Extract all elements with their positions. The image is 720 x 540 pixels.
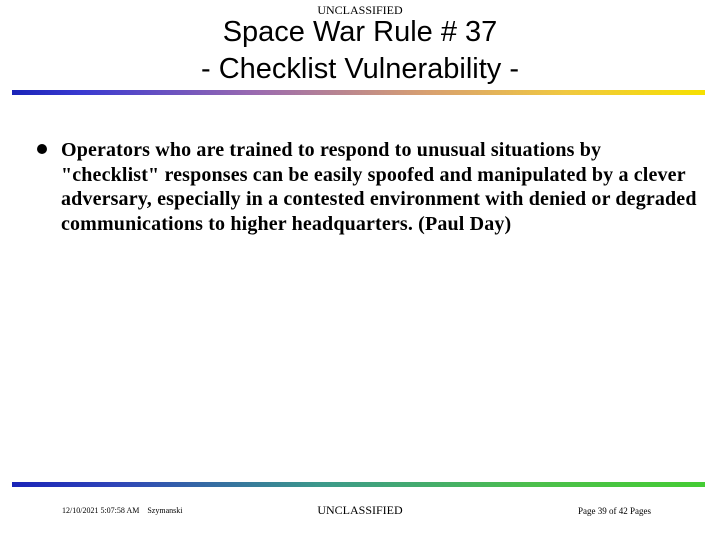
footer-divider-rule (12, 482, 705, 487)
classification-footer: UNCLASSIFIED (317, 503, 403, 517)
bullet-dot-icon (37, 144, 47, 154)
bullet-text: Operators who are trained to respond to unusual situations by "checklist" responses can be easily spoofed and manipulated by a clever adversary, especially in a contested environment with denied or degraded communications to higher headquarters. (Paul Day) (61, 139, 697, 235)
title-divider-rule (12, 90, 705, 95)
footer-author: Szymanski (147, 506, 183, 515)
title-line-1: Space War Rule # 37 (222, 16, 498, 48)
title-line-2: - Checklist Vulnerability - (200, 53, 520, 85)
slide-title (0, 14, 720, 88)
classification-header: UNCLASSIFIED (317, 3, 403, 17)
page-number: Page 39 of 42 Pages (578, 506, 651, 516)
footer-timestamp: 12/10/2021 5:07:58 AM (62, 506, 140, 515)
